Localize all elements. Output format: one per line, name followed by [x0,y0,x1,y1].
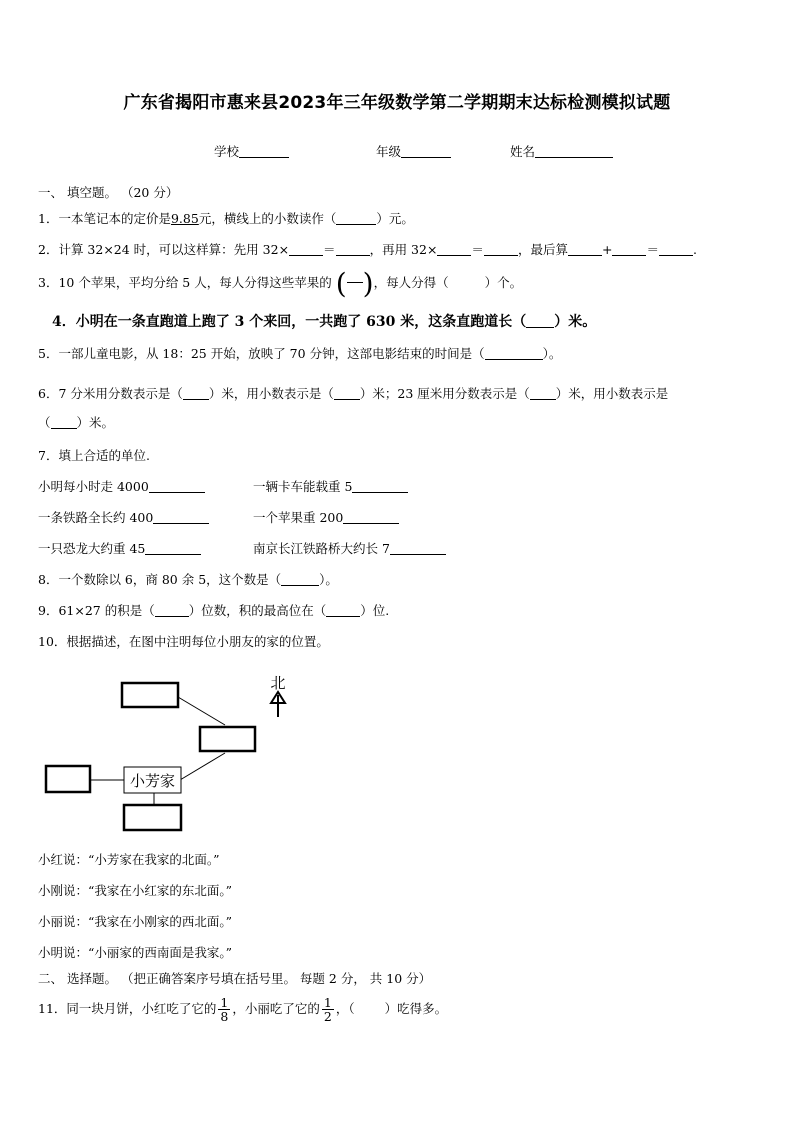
q7-item-5: 一只恐龙大约重 45 [38,539,201,557]
grade-field[interactable]: 年级 [376,142,451,160]
question-5: 5．一部儿童电影，从 18：25 开始，放映了 70 分钟，这部电影结束的时间是（ ）。 [38,346,562,361]
q7-blank-3[interactable] [153,509,209,524]
q7-blank-4[interactable] [343,509,399,524]
house-box-top[interactable] [122,683,178,707]
q7-item-3: 一条铁路全长约 400 [38,508,209,526]
school-field[interactable]: 学校 [214,142,289,160]
q7-item-4: 一个苹果重 200 [253,508,399,526]
q2-blank-5[interactable] [568,241,602,256]
location-diagram [40,665,300,840]
q6-blank-1[interactable] [183,385,209,400]
q2-blank-6[interactable] [612,241,646,256]
house-box-bottom[interactable] [124,805,181,830]
q2-blank-3[interactable] [437,241,471,256]
question-10: 10．根据描述，在图中注明每位小朋友的家的位置。 [38,634,329,649]
name-field[interactable]: 姓名 [510,142,613,160]
q3-fraction-blank[interactable]: ( ) [335,267,374,300]
q6-blank-2[interactable] [334,385,360,400]
question-11: 11．同一块月饼，小红吃了它的 $\frac{1}{8}$ ，小丽吃了它的 $\frac{1}{2}$ ，（ ）吃得多。 [38,995,448,1024]
q7-blank-6[interactable] [390,540,446,555]
section1-heading: 一、 填空题。 （20 分） [38,185,179,200]
q2-blank-7[interactable] [659,241,693,256]
q2-blank-1[interactable] [289,241,323,256]
statement-1: 小红说：“小芳家在我家的北面。” [38,852,220,867]
north-label: 北 [270,674,286,692]
q2-blank-4[interactable] [484,241,518,256]
question-2: 2．计算 32×24 时，可以这样算：先用 32× ＝ ，再用 32× ＝ ，最后算 + ＝ . [38,242,697,257]
house-box-left[interactable] [46,766,90,792]
question-9: 9．61×27 的积是（ ）位数，积的最高位在（ ）位. [38,603,390,618]
q2-blank-2[interactable] [336,241,370,256]
statement-3: 小丽说：“我家在小刚家的西北面。” [38,914,233,929]
question-3: 3．10 个苹果，平均分给 5 人，每人分得这些苹果的 ( )，每人分得（ ）个。 [38,267,523,300]
question-6-line-1: 6．7 分米用分数表示是（ ）米，用小数表示是（ ）米；23 厘米用分数表示是（ ）米，用小数表示是 [38,386,669,401]
xiaofang-home-label: 小芳家 [129,772,176,790]
q7-item-2: 一辆卡车能载重 5 [253,477,408,495]
q7-blank-1[interactable] [149,478,205,493]
q1-blank[interactable] [336,210,376,225]
statement-4: 小明说：“小丽家的西南面是我家。” [38,945,233,960]
q4-blank[interactable] [526,311,554,328]
section2-heading: 二、 选择题。 （把正确答案序号填在括号里。 每题 2 分， 共 10 分） [38,971,432,986]
house-box-right[interactable] [200,727,255,751]
q7-blank-5[interactable] [145,540,201,555]
diagram-line-1 [178,697,225,725]
q6-blank-3[interactable] [530,385,556,400]
diagram-line-2 [180,753,225,780]
q9-blank-2[interactable] [326,602,360,617]
q7-item-1: 小明每小时走 4000 [38,477,205,495]
page-title: 广东省揭阳市惠来县2023年三年级数学第二学期期末达标检测模拟试题 [123,93,671,113]
question-6-line-2: （ ）米。 [38,415,115,430]
q7-blank-2[interactable] [352,478,408,493]
question-1: 1．一本笔记本的定价是9.85元，横线上的小数读作（ ）元。 [38,211,414,226]
q5-blank[interactable] [485,345,543,360]
q6-blank-4[interactable] [51,414,77,429]
question-4: 4．小明在一条直跑道上跑了 3 个来回，一共跑了 630 米，这条直跑道长（ ）米。 [52,311,596,331]
q7-item-6: 南京长江铁路桥大约长 7 [253,539,446,557]
question-7: 7．填上合适的单位. [38,448,150,463]
statement-2: 小刚说：“我家在小红家的东北面。” [38,883,233,898]
q9-blank-1[interactable] [155,602,189,617]
question-8: 8．一个数除以 6，商 80 余 5，这个数是（ ）。 [38,572,338,587]
q8-blank[interactable] [281,571,319,586]
